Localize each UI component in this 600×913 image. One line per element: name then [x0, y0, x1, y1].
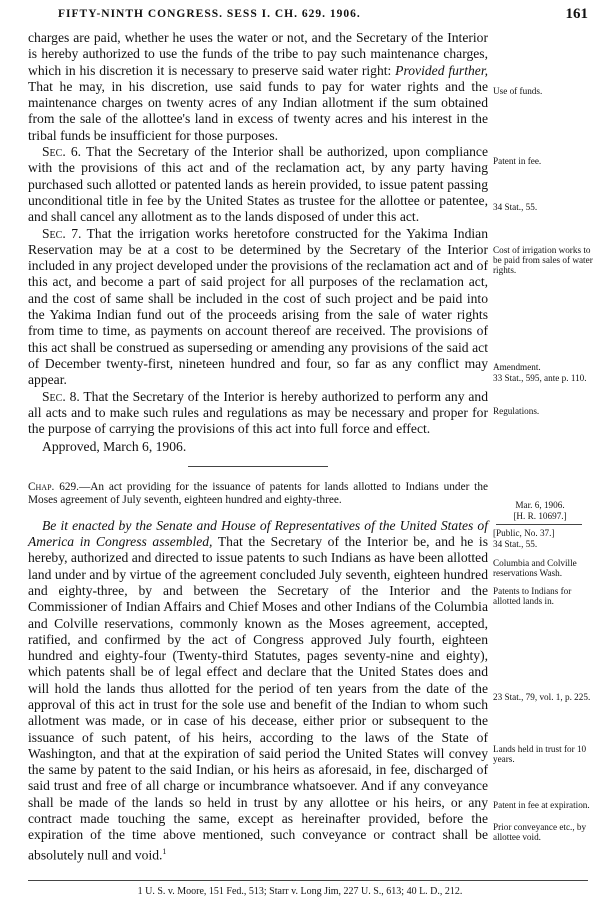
approved-line: Approved, March 6, 1906.: [42, 439, 187, 455]
paragraph-continued: [28, 30, 488, 144]
chapter-heading: [28, 481, 488, 508]
enacting-clause: Be it enacted by the Senate and House of Representatives of the United States of America in Congress assembled,: [28, 517, 488, 550]
note-stat-34-55: 34 Stat., 55.: [493, 202, 538, 212]
chapter-title: —An act providing for the issuance of patents for lands allotted to Indians under the Moses agreement of July seventh, eighteen hundred and eighty-three.: [28, 480, 488, 507]
proviso-italic: Provided further,: [395, 62, 489, 78]
section-text: That the irrigation works heretofore constructed for the Yakima Indian Reservation may be at a cost to be determined by the Secretary of the Interior included in any project developed under the provisions of the reclamation act and of this act, and become a part of said project for all purposes of the reclamation act, and the cost of same shall be included in the cost of such project and be paid into the Yakima Indian fund out of the proceeds arising from the sale of water rights from time to time, as payments on account thereof are received. The provisions of this act shall be construed as superseding or amending any provisions of the said act of December twenty-first, nineteen hundred and four, so far as any conflict may appear.: [28, 225, 488, 388]
note-stat-23-79: 23 Stat., 79, vol. 1, p. 225.: [493, 692, 591, 702]
footnote: 1 U. S. v. Moore, 151 Fed., 513; Starr v. Long Jim, 227 U. S., 613; 40 L. D., 212.: [137, 886, 463, 897]
note-stat-34-55b: 34 Stat., 55.: [493, 539, 538, 549]
note-regulations: Regulations.: [493, 406, 540, 416]
section-8: [28, 389, 488, 438]
note-patent-expiration: Patent in fee at expiration.: [493, 800, 590, 810]
section-6: [28, 144, 488, 225]
note-stat-33-595: 33 Stat., 595, ante p. 110.: [493, 373, 587, 383]
note-date: Mar. 6, 1906.: [515, 500, 565, 510]
footnote-marker: 1: [162, 846, 167, 856]
chapter-label: Chap. 629.: [28, 480, 79, 493]
main-text-column: [28, 30, 488, 863]
note-prior-conveyance: Prior conveyance etc., by allottee void.: [493, 822, 587, 843]
text-run: charges are paid, whether he uses the water or not, and the Secretary of the Interior is hereby authorized to use the funds of the tribe to pay such maintenance charges, which in his discretion it is necessary to preserve said water right:: [28, 30, 488, 78]
note-public-law: [Public, No. 37.]: [493, 528, 555, 538]
note-bill: [H. R. 10697.]: [513, 511, 567, 521]
page-number: 161: [565, 6, 588, 22]
section-text: That the Secretary of the Interior is hereby authorized to perform any and all acts and to make such rules and regulations as may be necessary and proper for the purpose of carrying the provisions of this act into full force and effect.: [28, 388, 488, 437]
note-amendment: Amendment.: [493, 362, 541, 372]
text-run: That he may, in his discretion, use said funds to pay for water rights and the maintenance charges on twenty acres of any Indian allotment if the sum obtained from the sale of the allottee's land in excess of twenty acres and his interest in the tribal funds be insufficient for those purposes.: [28, 78, 488, 143]
note-divider: [496, 524, 582, 525]
enacting-text: That the Secretary of the Interior be, and he is hereby, authorized and directed to issue patents to such Indians as have been allotted land under and by virtue of the agreement concluded July seventh, eighteen hundred and eighty-three, by and between the Secretary of the Interior and the Commissioner of Indian Affairs and Chief Moses and other Indians of the Columbia and Colville reservations, commonly known as the Moses agreement, accepted, ratified, and confirmed by the act of Congress approved July fourth, eighteen hundred and eighty-four (Twenty-third Statutes, pages seventy-nine and eighty), which patents shall be of legal effect and declare that the United States does and will hold the lands thus allotted for the period of ten years from the date of the approval of this act in trust for the sole use and benefit of the Indian to whom such allotment was made, or in case of his decease, either prior or subsequent to the issuance of such patent, of his heirs, according to the laws of the State of Washington, and that at the expiration of said period the United States will convey the same by patent to the said Indian, or his heirs as aforesaid, in fee, discharged of said trust and free of all charge or incumbrance whatsoever. And if any conveyance shall be made of the lands so held in trust by any allottee or his heirs, or any contract made touching the same, except as hereinafter provided, before the expiration of the time above mentioned, such conveyance or contract shall be absolutely null and void.: [28, 534, 488, 863]
note-patent-in-fee: Patent in fee.: [493, 156, 542, 166]
section-label: Sec. 8.: [42, 388, 80, 404]
section-text: That the Secretary of the Interior shall be authorized, upon compliance with the provisions of this act and of the reclamation act, by any party having purchased such allotted or patented lands as herein provided, to issue patent passing unconditional title in fee by the United States as trustee for the allottee or patentee, and shall cancel any allotment as to the lands disposed of under this act.: [28, 144, 488, 225]
section-label: Sec. 6.: [42, 144, 82, 160]
section-7: [28, 226, 488, 389]
note-lands-held: Lands held in trust for 10 years.: [493, 744, 587, 765]
section-divider: [188, 466, 328, 467]
note-cost-irrigation: Cost of irrigation works to be paid from sales of water rights.: [493, 245, 593, 276]
note-use-of-funds: Use of funds.: [493, 86, 543, 96]
running-header: [28, 6, 588, 26]
note-columbia: Columbia and Colville reservations Wash.: [493, 558, 577, 579]
enacting-paragraph: [28, 518, 488, 864]
section-label: Sec. 7.: [42, 225, 82, 241]
note-patents-indians: Patents to Indians for allotted lands in.: [493, 586, 572, 607]
footnote-rule: [28, 880, 588, 881]
running-title: FIFTY-NINTH CONGRESS. SESS I. CH. 629. 1906.: [58, 8, 361, 20]
